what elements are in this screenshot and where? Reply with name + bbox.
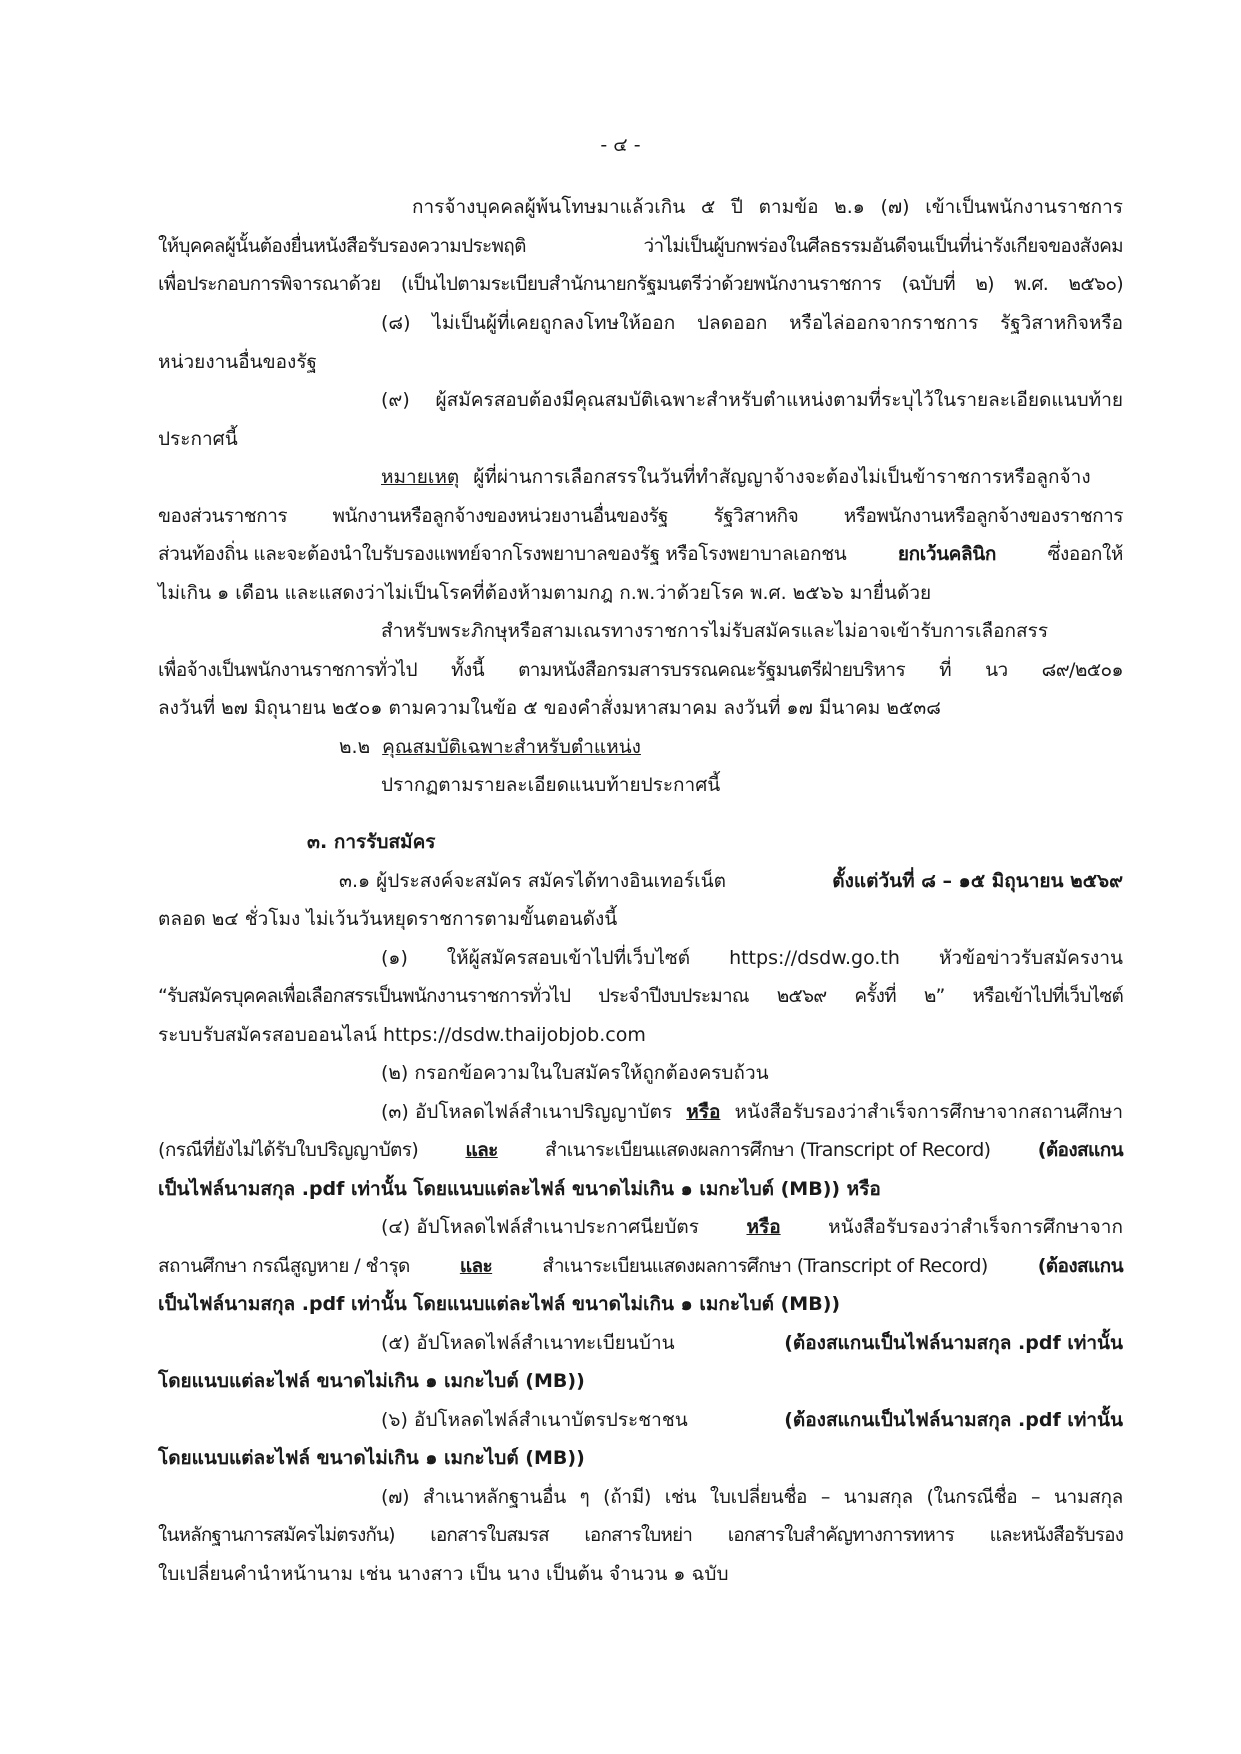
note-text: ผู้ที่ผ่านการเลือกสรรในวันที่ทำสัญญาจ้างจะต้องไม่เป็นข้าราชการหรือลูกจ้าง (473, 466, 1091, 488)
text-span: (๕) อัปโหลดไฟล์สำเนาทะเบียนบ้าน (381, 1332, 675, 1354)
paragraph-line: การจ้างบุคคลผู้พ้นโทษมาแล้วเกิน ๕ ปี ตามข้อ ๒.๑ (๗) เข้าเป็นพนักงานราชการ (412, 196, 1123, 218)
paragraph-line: เป็นไฟล์นามสกุล .pdf เท่านั้น โดยแนบแต่ละไฟล์ ขนาดไม่เกิน ๑ เมกะไบต์ (MB)) หรือ (158, 1178, 881, 1200)
bold-text: (ต้องสแกนเป็นไฟล์นามสกุล .pdf เท่านั้น (784, 1332, 1123, 1354)
paragraph-line: ใบเปลี่ยนคำนำหน้านาม เช่น นางสาว เป็น นาง เป็นต้น จำนวน ๑ ฉบับ (158, 1563, 729, 1585)
paragraph-line: สำหรับพระภิกษุหรือสามเณรทางราชการไม่รับสมัครและไม่อาจเข้ารับการเลือกสรร (381, 620, 1049, 642)
underlined-bold-text: และ (465, 1139, 498, 1161)
paragraph-line: ของส่วนราชการ พนักงานหรือลูกจ้างของหน่วยงานอื่นของรัฐ รัฐวิสาหกิจ หรือพนักงานหรือลูกจ้างของราชการ (158, 505, 1123, 527)
paragraph-line (158, 1257, 1123, 1276)
paragraph-line: เป็นไฟล์นามสกุล .pdf เท่านั้น โดยแนบแต่ละไฟล์ ขนาดไม่เกิน ๑ เมกะไบต์ (MB)) (158, 1293, 841, 1315)
note-heading: หมายเหตุ (381, 466, 460, 488)
paragraph-line: เพื่อประกอบการพิจารณาด้วย (เป็นไปตามระเบียบสำนักนายกรัฐมนตรีว่าด้วยพนักงานราชการ (ฉบับที่ ๒) พ.ศ. ๒๕๖๐) (158, 273, 1123, 295)
bold-text: (ต้องสแกนเป็นไฟล์นามสกุล .pdf เท่านั้น (784, 1409, 1123, 1431)
paragraph-line: โดยแนบแต่ละไฟล์ ขนาดไม่เกิน ๑ เมกะไบต์ (MB)) (158, 1370, 585, 1392)
paragraph-line: (๘) ไม่เป็นผู้ที่เคยถูกลงโทษให้ออก ปลดออก หรือไล่ออกจากราชการ รัฐวิสาหกิจหรือ (381, 312, 1123, 334)
text-span: (๖) อัปโหลดไฟล์สำเนาบัตรประชาชน (381, 1409, 688, 1431)
bold-text: (ต้องสแกน (1037, 1255, 1123, 1277)
paragraph-line: ไม่เกิน ๑ เดือน และแสดงว่าไม่เป็นโรคที่ต้องห้ามตามกฎ ก.พ.ว่าด้วยโรค พ.ศ. ๒๕๖๖ มายื่นด้วย (158, 582, 932, 604)
paragraph-line: ให้บุคคลผู้นั้นต้องยื่นหนังสือรับรองความประพฤติ ว่าไม่เป็นผู้บกพร่องในศีลธรรมอันดีจนเป็นที่น่ารังเกียจของสังคม (158, 235, 1123, 257)
paragraph-line (381, 1334, 1123, 1353)
paragraph-line (158, 1141, 1123, 1160)
text-span: สำเนาระเบียนแสดงผลการศึกษา (Transcript of Record) (545, 1139, 991, 1161)
text-span: (๔) อัปโหลดไฟล์สำเนาประกาศนียบัตร (381, 1216, 699, 1238)
paragraph-line: ในหลักฐานการสมัครไม่ตรงกัน) เอกสารใบสมรส เอกสารใบหย่า เอกสารใบสำคัญทางการทหาร และหนังสือรับรอง (158, 1524, 1123, 1546)
bold-text: ตั้งแต่วันที่ ๘ – ๑๕ มิถุนายน ๒๕๖๙ (832, 870, 1123, 892)
text-span: หนังสือรับรองว่าสำเร็จการศึกษาจาก (828, 1216, 1123, 1238)
page-number: - ๔ - (600, 134, 641, 156)
subsection-title: คุณสมบัติเฉพาะสำหรับตำแหน่ง (382, 736, 641, 758)
subsection-number: ๒.๒ (339, 736, 371, 758)
paragraph-line (381, 1103, 1123, 1122)
text-span: (กรณีที่ยังไม่ได้รับใบปริญญาบัตร) (158, 1139, 419, 1161)
paragraph-line (158, 545, 1123, 564)
bold-text: ยกเว้นคลินิก (897, 543, 996, 565)
paragraph-line: โดยแนบแต่ละไฟล์ ขนาดไม่เกิน ๑ เมกะไบต์ (MB)) (158, 1447, 585, 1469)
paragraph-line: ปรากฏตามรายละเอียดแนบท้ายประกาศนี้ (381, 774, 721, 796)
text-span: สถานศึกษา กรณีสูญหาย / ชำรุด (158, 1255, 410, 1277)
paragraph-line: หน่วยงานอื่นของรัฐ (158, 351, 318, 373)
text-span: (๓) อัปโหลดไฟล์สำเนาปริญญาบัตร (381, 1101, 673, 1123)
paragraph-line (381, 1411, 1123, 1430)
paragraph-line: (๒) กรอกข้อความในใบสมัครให้ถูกต้องครบถ้วน (381, 1062, 769, 1084)
text-span: สำเนาระเบียนแสดงผลการศึกษา (Transcript of Record) (542, 1255, 988, 1277)
paragraph-line: “รับสมัครบุคคลเพื่อเลือกสรรเป็นพนักงานราชการทั่วไป ประจำปีงบประมาณ ๒๕๖๙ ครั้งที่ ๒” หรือเข้าไปที่เว็บไซต์ (158, 985, 1123, 1007)
underlined-bold-text: หรือ (686, 1101, 721, 1123)
section-heading: ๓. การรับสมัคร (307, 831, 436, 853)
paragraph-line: (๑) ให้ผู้สมัครสอบเข้าไปที่เว็บไซต์ https://dsdw.go.th หัวข้อข่าวรับสมัครงาน (381, 947, 1123, 969)
paragraph-line: ประกาศนี้ (158, 428, 238, 450)
text-span: ซึ่งออกให้ (1047, 543, 1123, 565)
underlined-bold-text: และ (459, 1255, 493, 1277)
text-span: หนังสือรับรองว่าสำเร็จการศึกษาจากสถานศึกษา (734, 1101, 1123, 1123)
paragraph-line: ตลอด ๒๔ ชั่วโมง ไม่เว้นวันหยุดราชการตามขั้นตอนดังนี้ (158, 908, 618, 930)
bold-text: (ต้องสแกน (1037, 1139, 1123, 1161)
text-span: ๓.๑ ผู้ประสงค์จะสมัคร สมัครได้ทางอินเทอร์เน็ต (339, 870, 726, 892)
paragraph-line (339, 872, 1123, 891)
paragraph-line: ระบบรับสมัครสอบออนไลน์ https://dsdw.thaijobjob.com (158, 1024, 646, 1046)
note-line (381, 468, 1123, 487)
paragraph-line: ลงวันที่ ๒๗ มิถุนายน ๒๕๐๑ ตามความในข้อ ๕ ของคำสั่งมหาสมาคม ลงวันที่ ๑๗ มีนาคม ๒๕๓๘ (158, 697, 941, 719)
paragraph-line: (๗) สำเนาหลักฐานอื่น ๆ (ถ้ามี) เช่น ใบเปลี่ยนชื่อ – นามสกุล (ในกรณีชื่อ – นามสกุล (381, 1486, 1123, 1508)
subsection-heading (339, 738, 641, 757)
paragraph-line: เพื่อจ้างเป็นพนักงานราชการทั่วไป ทั้งนี้ ตามหนังสือกรมสารบรรณคณะรัฐมนตรีฝ่ายบริหาร ที่ นว ๘๙/๒๕๐๑ (158, 659, 1123, 681)
paragraph-line: (๙) ผู้สมัครสอบต้องมีคุณสมบัติเฉพาะสำหรับตำแหน่งตามที่ระบุไว้ในรายละเอียดแนบท้าย (381, 389, 1123, 411)
text-span: ส่วนท้องถิ่น และจะต้องนำใบรับรองแพทย์จากโรงพยาบาลของรัฐ หรือโรงพยาบาลเอกชน (158, 543, 847, 565)
paragraph-line (381, 1218, 1123, 1237)
underlined-bold-text: หรือ (746, 1216, 781, 1238)
